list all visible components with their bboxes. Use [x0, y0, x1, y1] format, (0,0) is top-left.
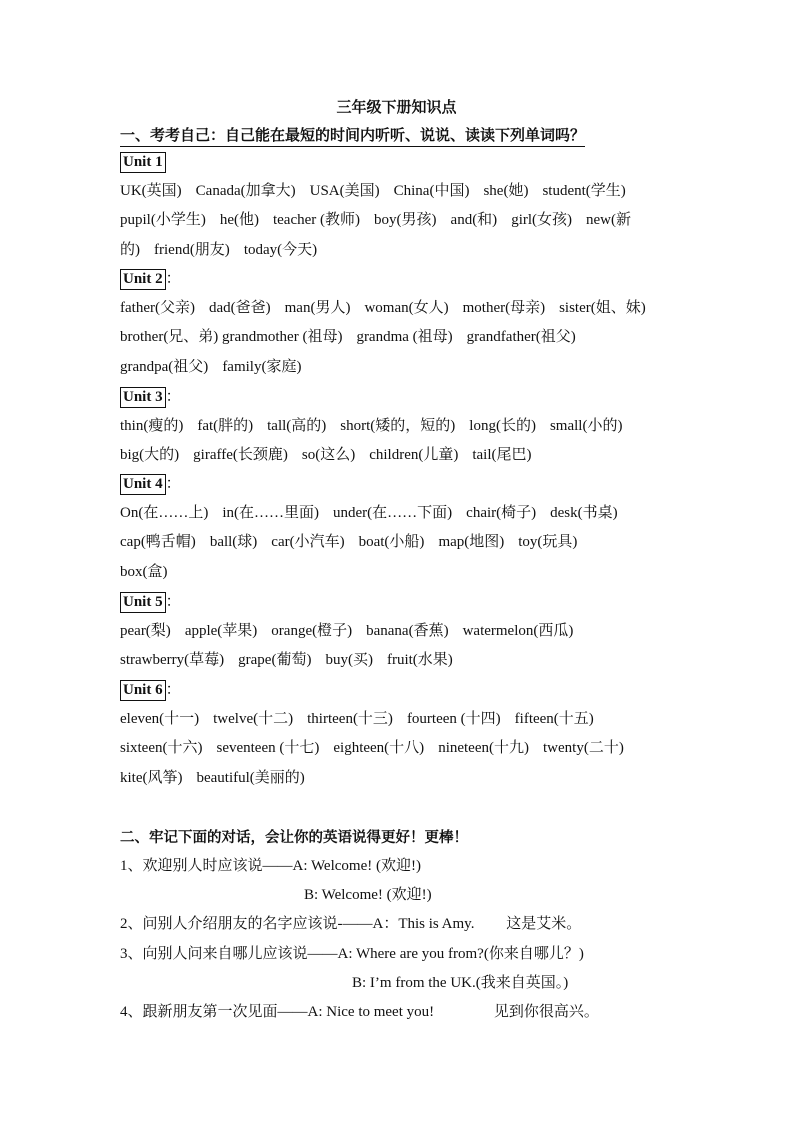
vocab-word: orange(橙子) — [271, 623, 353, 639]
vocab-word: big(大的) — [120, 447, 180, 464]
dialogue-text: 2、问别人介绍朋友的名字应该说-——A：This is Amy. — [120, 916, 475, 932]
vocab-word: UK(英国) — [120, 183, 182, 199]
vocab-word: in(在……里面) — [222, 505, 319, 521]
vocab-word: Canada(加拿大) — [195, 183, 296, 199]
section-1-heading: 一、考考自己：自己能在最短的时间内听听、说说、读读下列单词吗？ — [120, 124, 585, 147]
vocab-word: thin(瘦的) — [120, 418, 184, 434]
vocab-word: box(盒) — [120, 563, 168, 580]
vocab-word: buy(买) — [325, 652, 373, 669]
vocab-word: China(中国) — [393, 183, 470, 199]
vocab-line — [120, 356, 315, 378]
dialogue-text: 1、欢迎别人时应该说——A: Welcome! (欢迎!) — [120, 858, 421, 874]
unit-heading — [120, 679, 181, 701]
vocab-word: twenty(二十) — [543, 740, 624, 757]
vocab-word: girl(女孩) — [511, 212, 573, 229]
vocab-word: father(父亲) — [120, 300, 195, 316]
page-title: 三年级下册知识点 — [336, 98, 457, 116]
vocab-word: small(小的) — [549, 418, 623, 434]
dialogue-line — [120, 855, 421, 877]
unit-label: Unit 2 — [120, 269, 166, 290]
dialogue-line — [304, 884, 432, 906]
vocab-word: beautiful(美丽的) — [196, 769, 305, 786]
dialogue-line — [120, 1001, 599, 1023]
vocab-word: thirteen(十三) — [307, 711, 393, 727]
vocab-word: teacher (教师) — [272, 212, 361, 229]
vocab-word: tail(尾巴) — [472, 447, 532, 464]
vocab-word: banana(香蕉) — [366, 623, 449, 639]
vocab-word: pear(梨) — [120, 623, 171, 639]
unit-heading — [120, 473, 181, 495]
vocab-word: grandfather(祖父) — [466, 329, 576, 346]
vocab-word: twelve(十二) — [213, 711, 294, 727]
vocab-word: brother(兄、弟) grandmother (祖母) — [120, 329, 343, 346]
vocab-word: eleven(十一) — [120, 711, 200, 727]
unit-label: Unit 1 — [120, 152, 166, 173]
section-2-heading: 二、牢记下面的对话，会让你的英语说得更好！更棒！ — [120, 830, 468, 846]
vocab-line — [120, 209, 645, 231]
dialogue-text: B: I’m from the UK.(我来自英国。) — [352, 975, 569, 991]
vocab-word: today(今天) — [243, 241, 318, 258]
vocab-word: On(在……上) — [120, 505, 209, 521]
vocab-line — [120, 767, 319, 789]
unit-colon: ： — [165, 594, 181, 610]
dialogue-text: 3、向别人问来自哪儿应该说——A: Where are you from?(你来自哪儿？) — [120, 946, 584, 962]
unit-colon: ： — [165, 389, 181, 405]
vocab-word: giraffe(长颈鹿) — [193, 447, 288, 464]
vocab-word: USA(美国) — [309, 183, 380, 199]
vocab-line — [120, 326, 590, 348]
vocab-word: woman(女人) — [364, 300, 449, 316]
vocab-line — [120, 239, 331, 261]
unit-label: Unit 6 — [120, 680, 166, 701]
vocab-word: car(小汽车) — [271, 534, 345, 551]
vocab-word: toy(玩具) — [518, 534, 578, 551]
vocab-word: and(和) — [450, 212, 498, 229]
vocab-word: apple(苹果) — [184, 623, 258, 639]
vocab-word: he(他) — [219, 212, 259, 229]
vocab-word: mother(母亲) — [462, 300, 546, 316]
unit-label: Unit 3 — [120, 387, 166, 408]
unit-colon: ： — [165, 682, 181, 698]
vocab-word: fifteen(十五) — [514, 711, 594, 727]
vocab-word: desk(书桌) — [550, 505, 618, 521]
vocab-word: grandpa(祖父) — [120, 358, 209, 375]
vocab-word: student(学生) — [542, 183, 626, 199]
vocab-word: she(她) — [483, 183, 529, 199]
dialogue-text: 4、跟新朋友第一次见面——A: Nice to meet you! — [120, 1004, 435, 1020]
vocab-word: fourteen (十四) — [406, 711, 501, 727]
vocab-line — [120, 502, 632, 524]
vocab-line — [120, 415, 636, 437]
vocab-word: watermelon(西瓜) — [462, 623, 574, 639]
unit-heading — [120, 151, 166, 173]
vocab-word: eighteen(十八) — [333, 740, 425, 757]
vocab-word: strawberry(草莓) — [120, 652, 225, 669]
vocab-line — [120, 180, 640, 202]
vocab-word: long(长的) — [469, 418, 536, 434]
vocab-word: friend(朋友) — [154, 241, 230, 258]
vocab-line — [120, 649, 467, 671]
vocab-word: sixteen(十六) — [120, 740, 203, 757]
vocab-word: sister(姐、妹) — [559, 300, 646, 316]
vocab-word: boy(男孩) — [374, 212, 437, 229]
vocab-line — [120, 737, 638, 759]
vocab-word: ball(球) — [209, 534, 258, 551]
vocab-line — [120, 561, 182, 583]
vocab-word: seventeen (十七) — [216, 740, 320, 757]
unit-label: Unit 4 — [120, 474, 166, 495]
vocab-word: cap(鸭舌帽) — [120, 534, 196, 551]
vocab-word: grandma (祖母) — [356, 329, 453, 346]
dialogue-line — [120, 913, 581, 935]
dialogue-line — [352, 972, 568, 994]
vocab-word: boat(小船) — [358, 534, 425, 551]
vocab-word: nineteen(十九) — [438, 740, 529, 757]
vocab-word: grape(葡萄) — [238, 652, 312, 669]
vocab-word: new(新 — [586, 212, 632, 229]
vocab-line — [120, 620, 587, 642]
vocab-word: children(儿童) — [369, 447, 459, 464]
vocab-word: so(这么) — [301, 447, 356, 464]
vocab-word: man(男人) — [284, 300, 351, 316]
vocab-word: fruit(水果) — [386, 652, 453, 669]
dialogue-text: B: Welcome! (欢迎!) — [304, 887, 432, 903]
vocab-word: pupil(小学生) — [120, 212, 206, 229]
vocab-line — [120, 531, 591, 553]
unit-heading — [120, 268, 181, 290]
unit-colon: ： — [165, 271, 181, 287]
vocab-line — [120, 444, 546, 466]
unit-heading — [120, 386, 181, 408]
vocab-word: chair(椅子) — [466, 505, 537, 521]
vocab-word: tall(高的) — [267, 418, 327, 434]
unit-heading — [120, 591, 181, 613]
vocab-word: family(家庭) — [222, 358, 302, 375]
dialogue-line — [120, 943, 584, 965]
vocab-word: kite(风筝) — [120, 769, 183, 786]
vocab-word: under(在……下面) — [333, 505, 453, 521]
vocab-word: short(矮的，短的) — [340, 418, 456, 434]
vocab-line — [120, 708, 608, 730]
vocab-line — [120, 297, 660, 319]
dialogue-translation: 见到你很高兴。 — [493, 1004, 599, 1020]
unit-label: Unit 5 — [120, 592, 166, 613]
vocab-word: 的) — [120, 241, 140, 258]
vocab-word: fat(胖的) — [197, 418, 254, 434]
unit-colon: ： — [165, 476, 181, 492]
dialogue-translation: 这是艾米。 — [506, 916, 582, 932]
vocab-word: dad(爸爸) — [208, 300, 271, 316]
vocab-word: map(地图) — [438, 534, 505, 551]
